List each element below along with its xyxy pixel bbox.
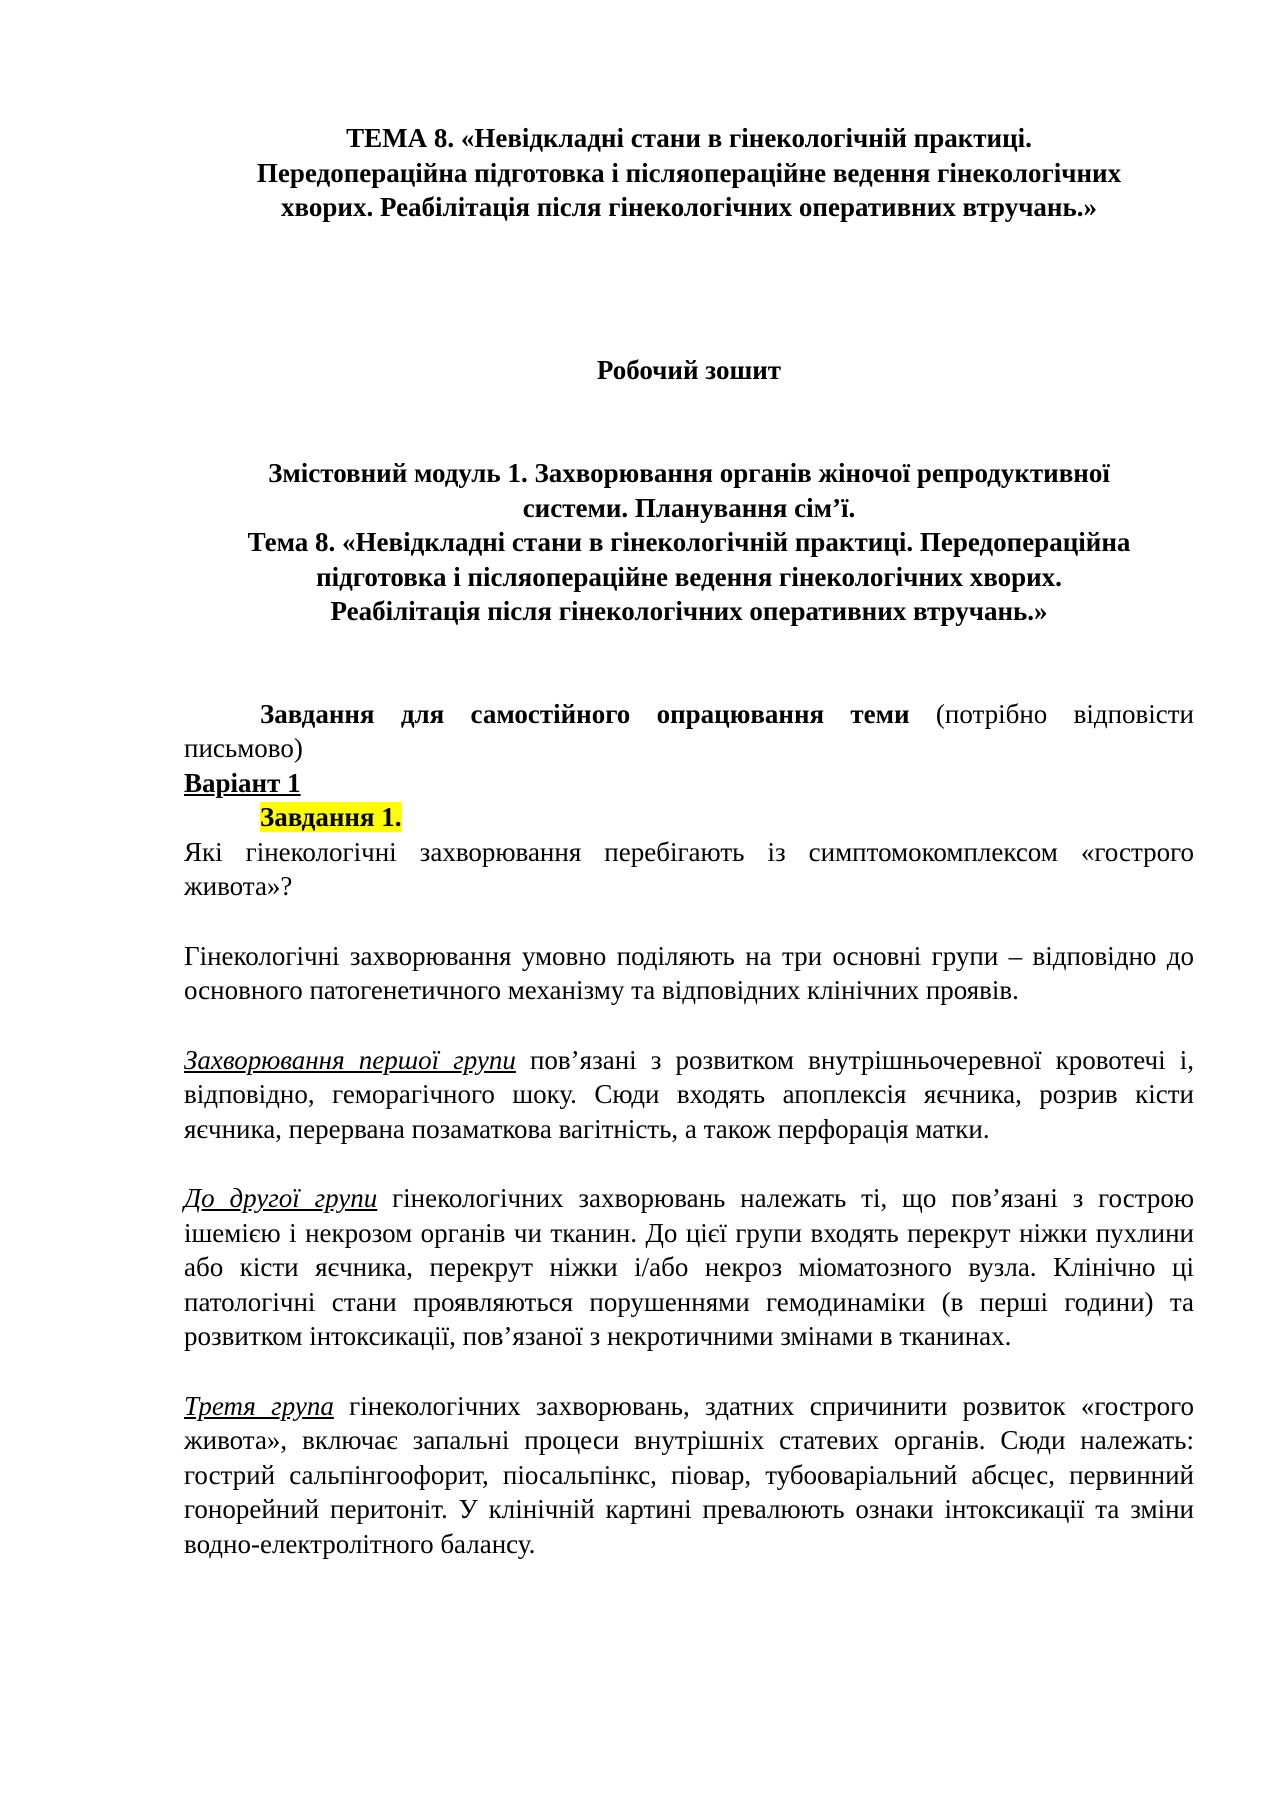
group-three-text: гінекологічних захворювань, здатних спричинити розвиток «гострого живота», включає запальні процеси внутрішніх статевих органів. Сюди належать: гострий сальпінгоофорит, піосальпінкс, піовар, тубооваріальний абсцес, первинний гонорейний перитоніт. У клінічній картині превалюють ознаки інтоксикації та зміни водно-електролітного балансу. <box>184 1390 1194 1559</box>
group-two-label: До другої групи <box>184 1183 378 1213</box>
task-label: Завдання 1. <box>260 802 402 832</box>
assignment-intro-rest: (потрібно відповісти письмово) <box>184 698 1194 763</box>
variant-label: Варіант 1 <box>184 767 301 798</box>
task-label-line <box>184 800 1194 835</box>
module-heading <box>184 456 1194 629</box>
module-line: системи. Планування сім’ї. <box>522 492 856 523</box>
group-three-label: Третя група <box>184 1390 334 1421</box>
answer-paragraph-2 <box>184 1043 1194 1147</box>
module-line: Тема 8. «Невідкладні стани в гінекологічній практиці. Передопераційна <box>247 527 1131 557</box>
module-line: підготовка і післяопераційне ведення гінекологічних хворих. <box>316 561 1062 592</box>
title-line: Передопераційна підготовка і післяопераційне ведення гінекологічних <box>256 157 1122 188</box>
group-one-label: Захворювання першої групи <box>184 1044 516 1075</box>
answer-paragraph-4 <box>184 1389 1194 1562</box>
title-line: хворих. Реабілітація після гінекологічних оперативних втручань.» <box>280 192 1098 222</box>
module-line: Змістовний модуль 1. Захворювання органів жіночої репродуктивної <box>268 458 1110 488</box>
workbook-heading: Робочий зошит <box>596 354 782 385</box>
document-page <box>184 121 1194 1561</box>
answer-paragraph-1: Гінекологічні захворювання умовно поділяють на три основні групи – відповідно до основного патогенетичного механізму та відповідних клінічних проявів. <box>184 940 1194 1005</box>
group-one-text: пов’язані з розвитком внутрішньочеревної кровотечі і, відповідно, геморагічного шоку. Сюди входять апоплексія яєчника, розрив кісти яєчника, перервана позаматкова вагітність, а також перфорація матки. <box>184 1044 1194 1144</box>
group-two-text: гінекологічних захворювань належать ті, що пов’язані з гострою ішемією і некрозом органів чи тканин. До цієї групи входять перекрут ніжки пухлини або кісти яєчника, перекрут ніжки і/або некроз міоматозного вузла. Клінічно ці патологічні стани проявляються порушеннями гемодинаміки (в перші години) та розвитком інтоксикації, пов’язаної з некротичними змінами в тканинах. <box>184 1183 1194 1351</box>
module-line: Реабілітація після гінекологічних оперативних втручань.» <box>330 596 1048 626</box>
answer-paragraph-3 <box>184 1181 1194 1354</box>
document-title <box>184 121 1194 225</box>
assignment-intro <box>184 697 1194 766</box>
assignment-intro-bold: Завдання для самостійного опрацювання теми <box>260 698 910 729</box>
task-question: Які гінекологічні захворювання перебігають із симптомокомплексом «гострого живота»? <box>184 836 1194 901</box>
title-line: ТЕМА 8. «Невідкладні стани в гінекологічній практиці. <box>346 123 1032 153</box>
